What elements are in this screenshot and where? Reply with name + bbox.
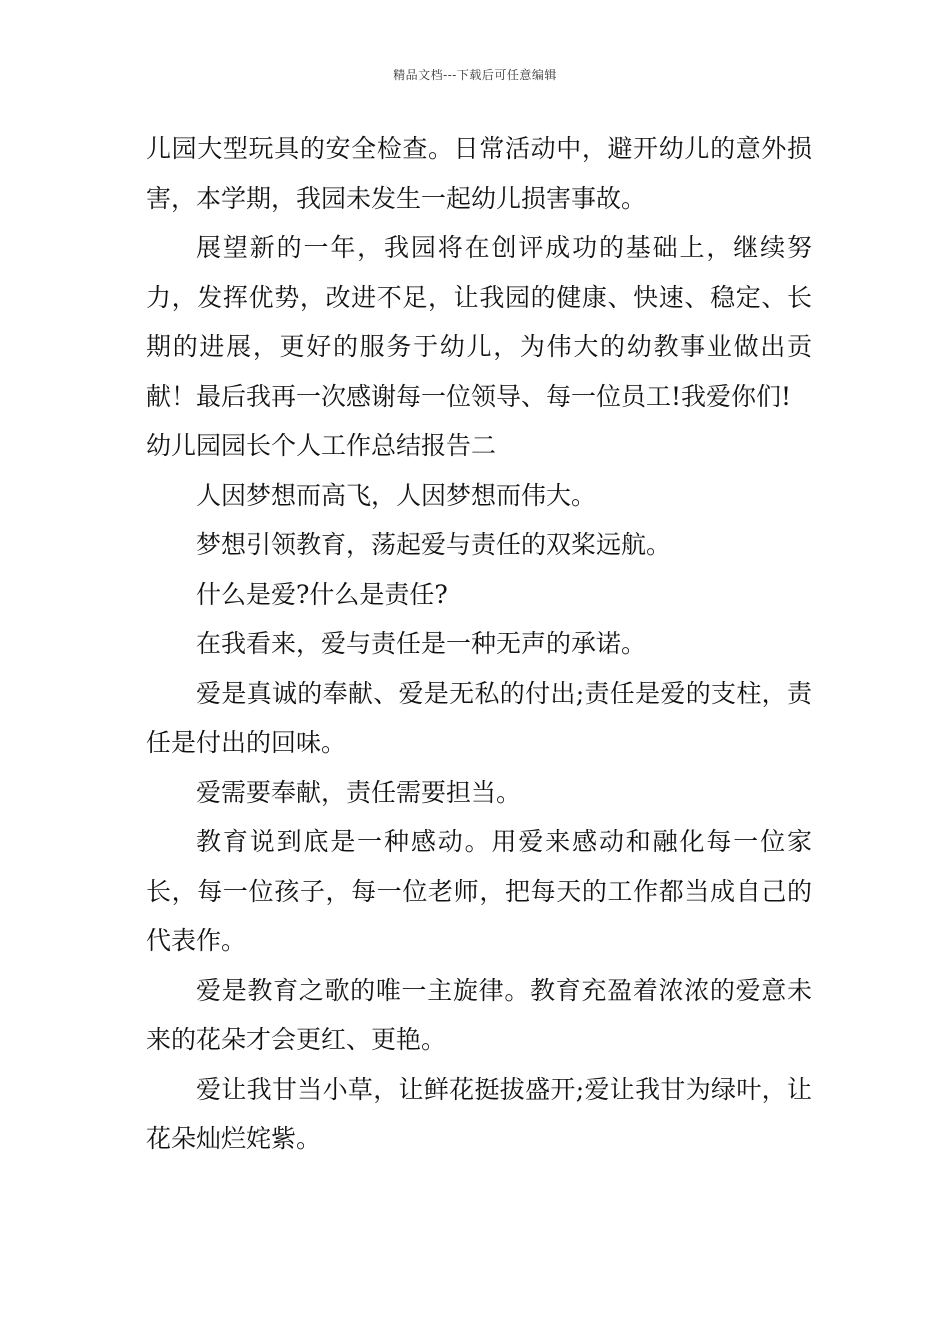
paragraph: 爱让我甘当小草，让鲜花挺拔盛开;爱让我甘为绿叶，让花朵灿烂姹紫。 [146, 1074, 812, 1153]
paragraph: 在我看来，爱与责任是一种无声的承诺。 [196, 629, 647, 658]
paragraph: 爱需要奉献，责任需要担当。 [196, 777, 522, 807]
paragraph: 人因梦想而高飞，人因梦想而伟大。 [196, 480, 597, 510]
document-body [146, 124, 812, 1164]
paragraph: 爱是真诚的奉献、爱是无私的付出;责任是爱的支柱，责任是付出的回味。 [146, 678, 812, 757]
paragraph: 展望新的一年，我园将在创评成功的基础上，继续努力，发挥优势，改进不足，让我园的健康、快速、稳定、长期的进展，更好的服务于幼儿，为伟大的幼教事业做出贡献！最后我再一次感谢每一位领导、每一位员工!我爱你们! [146, 233, 812, 411]
page-header: 精品文档---下载后可任意编辑 [393, 68, 557, 82]
paragraph: 爱是教育之歌的唯一主旋律。教育充盈着浓浓的爱意未来的花朵才会更红、更艳。 [146, 975, 812, 1054]
paragraph: 教育说到底是一种感动。用爱来感动和融化每一位家长，每一位孩子，每一位老师，把每天的工作都当成自己的代表作。 [146, 827, 812, 955]
section-title: 幼儿园园长个人工作总结报告二 [146, 431, 497, 460]
paragraph: 梦想引领教育，荡起爱与责任的双桨远航。 [196, 530, 672, 559]
paragraph: 什么是爱?什么是责任? [196, 579, 448, 609]
paragraph: 儿园大型玩具的安全检查。日常活动中，避开幼儿的意外损害，本学期，我园未发生一起幼儿损害事故。 [146, 134, 812, 213]
